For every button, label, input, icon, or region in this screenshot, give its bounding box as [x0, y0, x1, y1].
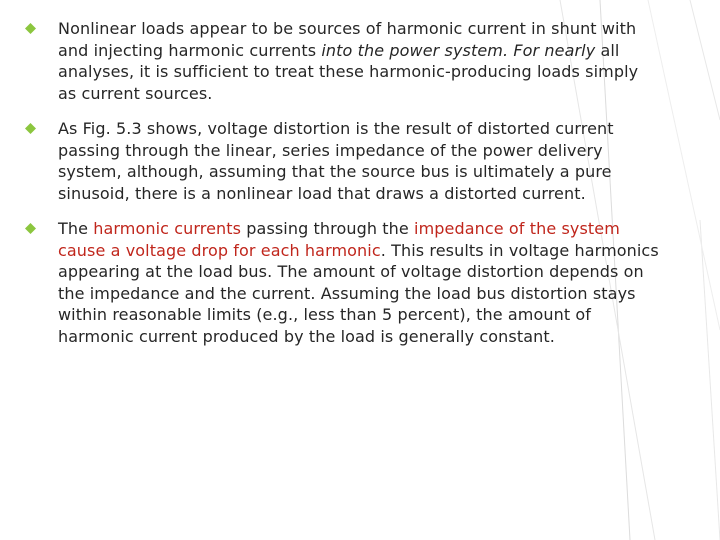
bullet-text — [58, 219, 659, 346]
decorative-line — [700, 220, 720, 540]
bullet-item — [20, 18, 660, 104]
bullet-item — [20, 118, 660, 204]
highlighted-text: harmonic currents — [93, 219, 242, 238]
bullet-list — [20, 18, 660, 361]
text-segment: . This results in voltage harmonics appearing at the load bus. The amount of voltage distortion depends on the impedance and the current. Assuming the load bus distortion stays within reasonable limits (e.g., less than 5 percent), the amount of harmonic current produced by the load is generally constant. — [58, 240, 659, 346]
text-segment: passing through the — [241, 219, 415, 238]
highlighted-text: impedance of the system cause a voltage drop for each harmonic — [58, 219, 620, 260]
diamond-bullet-icon — [25, 123, 36, 134]
bullet-item — [20, 218, 660, 347]
bullet-text — [58, 19, 638, 103]
bullet-text — [58, 119, 614, 203]
diamond-bullet-icon — [25, 223, 36, 234]
italic-text: into the power system. For nearly — [321, 40, 596, 60]
text-segment: As Fig. 5.3 shows, voltage distortion is the result of distorted current passing through the linear, series impedance of the power delivery system, although, assuming that the source bus is ultimately a pure sinusoid, there is a nonlinear load that draws a distorted current. — [58, 119, 614, 203]
text-segment: Nonlinear loads appear to be sources of harmonic current in shunt with and injecting harmonic currents — [58, 19, 637, 60]
decorative-line — [690, 0, 720, 120]
text-segment: all analyses, it is sufficient to treat these harmonic-producing loads simply as current sources. — [58, 40, 639, 103]
diamond-bullet-icon — [25, 23, 36, 34]
text-segment: The — [58, 219, 94, 238]
